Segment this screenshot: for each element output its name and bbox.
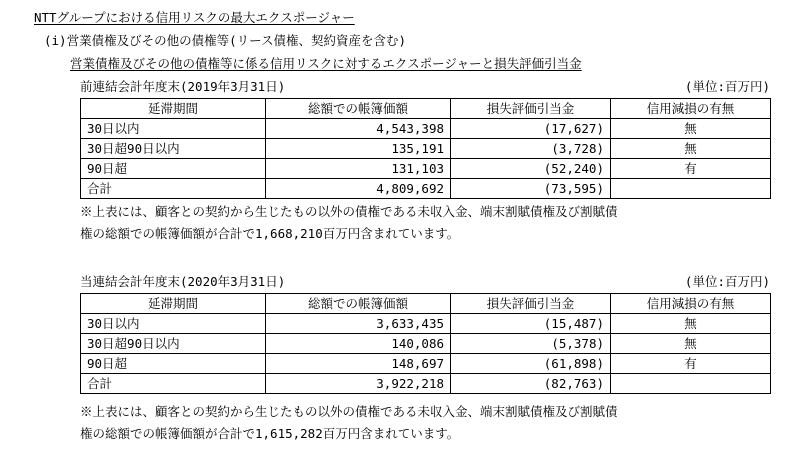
cell-period: 30日以内 [81, 119, 266, 139]
cell-gross: 4,543,398 [266, 119, 451, 139]
cell-impaired: 無 [611, 314, 771, 334]
cell-total-impaired [611, 179, 771, 199]
cell-total-impaired [611, 374, 771, 394]
cell-period: 30日以内 [81, 314, 266, 334]
cell-allowance: (17,627) [451, 119, 611, 139]
cell-impaired: 無 [611, 119, 771, 139]
cell-impaired: 無 [611, 334, 771, 354]
note-2019-line1: ※上表には、顧客との契約から生じたもの以外の債権である未収入金、端末割賦債権及び割賦債 [80, 204, 618, 219]
unit-label-2019: (単位:百万円) [684, 79, 770, 94]
col-header-overdue-period: 延滞期間 [81, 99, 266, 119]
cell-total-allowance: (82,763) [451, 374, 611, 394]
col-header-overdue-period: 延滞期間 [81, 294, 266, 314]
cell-allowance: (3,728) [451, 139, 611, 159]
cell-period: 30日超90日以内 [81, 139, 266, 159]
table-header-row [81, 294, 771, 314]
subheading: (i)営業債権及びその他の債権等(リース債権、契約資産を含む) [44, 33, 407, 48]
cell-impaired: 有 [611, 159, 771, 179]
col-header-loss-allowance: 損失評価引当金 [451, 294, 611, 314]
cell-allowance: (15,487) [451, 314, 611, 334]
cell-gross: 135,191 [266, 139, 451, 159]
table-total-row [81, 374, 771, 394]
section-title: 営業債権及びその他の債権等に係る信用リスクに対するエクスポージャーと損失評価引当金 [70, 56, 582, 71]
note-2020-line1: ※上表には、顧客との契約から生じたもの以外の債権である未収入金、端末割賦債権及び割賦債 [80, 404, 618, 419]
cell-gross: 3,633,435 [266, 314, 451, 334]
table-row [81, 159, 771, 179]
table-row [81, 334, 771, 354]
col-header-credit-impaired: 信用減損の有無 [611, 99, 771, 119]
cell-impaired: 有 [611, 354, 771, 374]
col-header-credit-impaired: 信用減損の有無 [611, 294, 771, 314]
cell-period: 30日超90日以内 [81, 334, 266, 354]
period-label-2019: 前連結会計年度末(2019年3月31日) [80, 79, 286, 94]
cell-gross: 148,697 [266, 354, 451, 374]
table-header-row [81, 99, 771, 119]
exposure-table-2019 [80, 98, 771, 199]
cell-total-gross: 3,922,218 [266, 374, 451, 394]
cell-total-gross: 4,809,692 [266, 179, 451, 199]
cell-total-allowance: (73,595) [451, 179, 611, 199]
cell-allowance: (61,898) [451, 354, 611, 374]
note-2020-line2: 権の総額での帳簿価額が合計で1,615,282百万円含まれています。 [80, 426, 460, 441]
cell-gross: 140,086 [266, 334, 451, 354]
period-label-2020: 当連結会計年度末(2020年3月31日) [80, 274, 286, 289]
exposure-table-2020 [80, 293, 771, 394]
heading: NTTグループにおける信用リスクの最大エクスポージャー [34, 10, 355, 25]
table-row [81, 139, 771, 159]
col-header-gross-carrying-amount: 総額での帳簿価額 [266, 99, 451, 119]
col-header-loss-allowance: 損失評価引当金 [451, 99, 611, 119]
table-row [81, 354, 771, 374]
col-header-gross-carrying-amount: 総額での帳簿価額 [266, 294, 451, 314]
note-2019-line2: 権の総額での帳簿価額が合計で1,668,210百万円含まれています。 [80, 226, 460, 241]
table-row [81, 314, 771, 334]
table-row [81, 119, 771, 139]
cell-total-label: 合計 [81, 374, 266, 394]
table-total-row [81, 179, 771, 199]
cell-period: 90日超 [81, 354, 266, 374]
cell-allowance: (52,240) [451, 159, 611, 179]
cell-period: 90日超 [81, 159, 266, 179]
cell-allowance: (5,378) [451, 334, 611, 354]
unit-label-2020: (単位:百万円) [684, 274, 770, 289]
cell-total-label: 合計 [81, 179, 266, 199]
cell-impaired: 無 [611, 139, 771, 159]
cell-gross: 131,103 [266, 159, 451, 179]
